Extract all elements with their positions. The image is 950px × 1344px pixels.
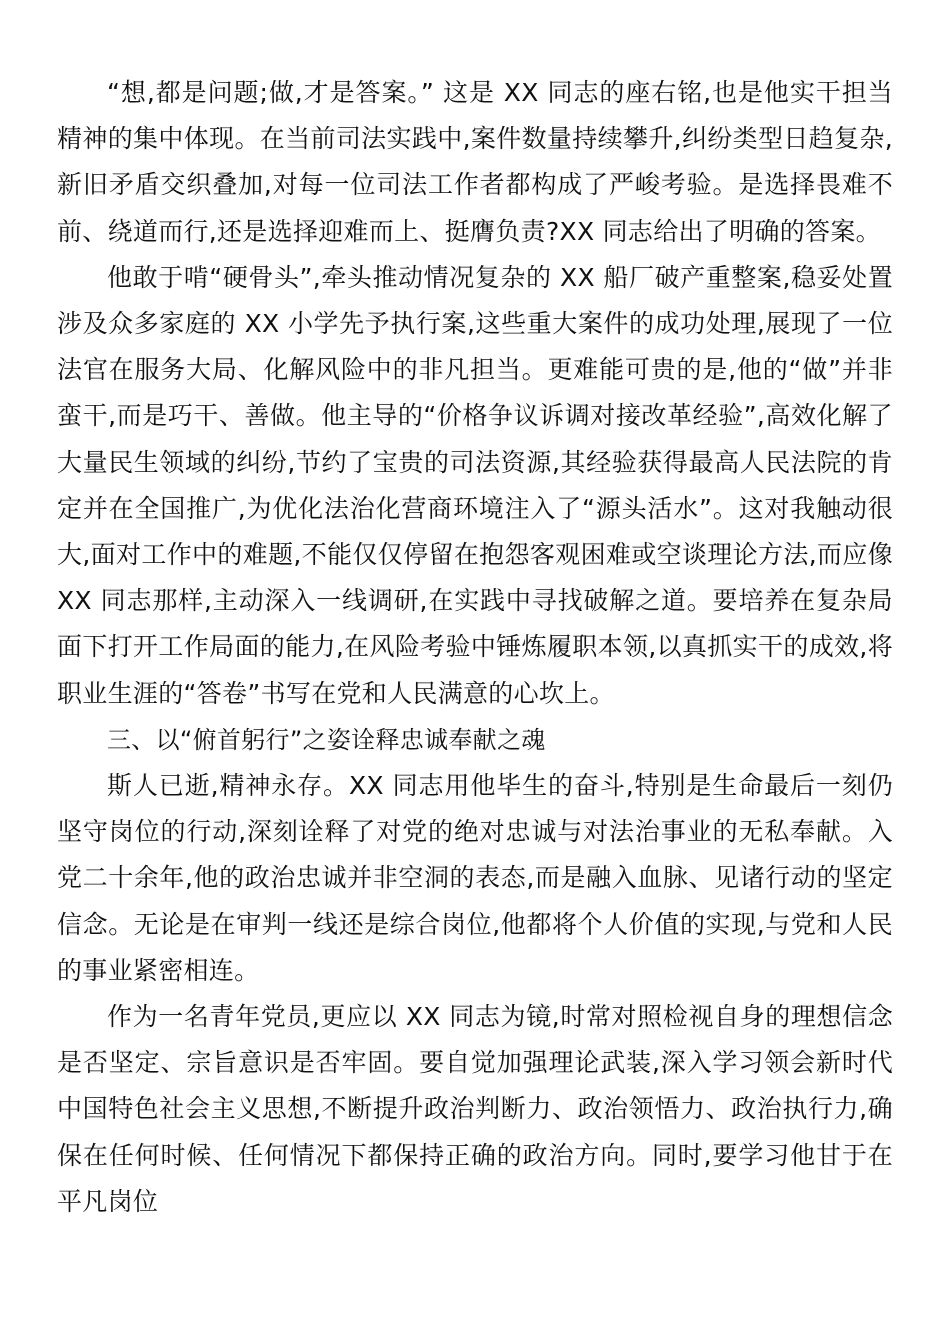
paragraph-motto: “想,都是问题;做,才是答案。” 这是 XX 同志的座右铭,也是他实干担当精神的集中体现。在当前司法实践中,案件数量持续攀升,纠纷类型日趋复杂,新旧矛盾交织叠加,对每一位司法工作者都构成了严峻考验。是选择畏难不前、绕道而行,还是选择迎难而上、挺膺负责?XX 同志给出了明确的答案。: [57, 78, 893, 246]
document-body: [57, 70, 893, 1225]
paragraph-young-member: 作为一名青年党员,更应以 XX 同志为镜,时常对照检视自身的理想信念是否坚定、宗旨意识是否牢固。要自觉加强理论武装,深入学习领会新时代中国特色社会主义思想,不断提升政治判断力、政治领悟力、政治执行力,确保在任何时候、任何情况下都保持正确的政治方向。同时,要学习他甘于在平凡岗位: [57, 1002, 893, 1216]
paragraph-hard-cases: 他敢于啃“硬骨头”,牵头推动情况复杂的 XX 船厂破产重整案,稳妥处置涉及众多家庭的 XX 小学先予执行案,这些重大案件的成功处理,展现了一位法官在服务大局、化解风险中的非凡担当。更难能可贵的是,他的“做”并非蛮干,而是巧干、善做。他主导的“价格争议诉调对接改革经验”,高效化解了大量民生领域的纠纷,节约了宝贵的司法资源,其经验获得最高人民法院的肯定并在全国推广,为优化法治化营商环境注入了“源头活水”。这对我触动很大,面对工作中的难题,不能仅仅停留在抱怨客观困难或空谈理论方法,而应像 XX 同志那样,主动深入一线调研,在实践中寻找破解之道。要培养在复杂局面下打开工作局面的能力,在风险考验中锤炼履职本领,以真抓实干的成效,将职业生涯的“答卷”书写在党和人民满意的心坎上。: [57, 262, 893, 708]
section-heading-three: 三、以“俯首躬行”之姿诠释忠诚奉献之魂: [107, 725, 546, 754]
paragraph-loyalty: 斯人已逝,精神永存。XX 同志用他毕生的奋斗,特别是生命最后一刻仍坚守岗位的行动,深刻诠释了对党的绝对忠诚与对法治事业的无私奉献。入党二十余年,他的政治忠诚并非空洞的表态,而是融入血脉、见诸行动的坚定信念。无论是在审判一线还是综合岗位,他都将个人价值的实现,与党和人民的事业紧密相连。: [57, 771, 893, 985]
